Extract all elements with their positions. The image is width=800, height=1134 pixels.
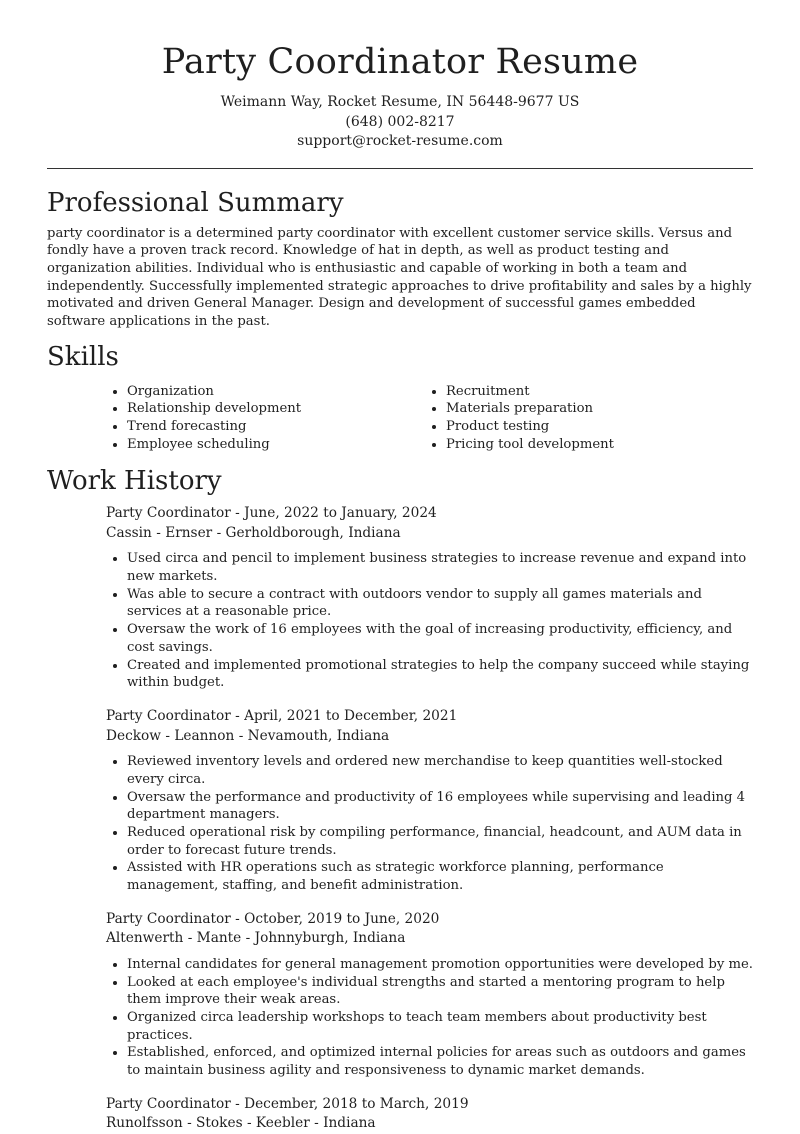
job-entry bbox=[106, 1095, 753, 1134]
summary-text: party coordinator is a determined party coordinator with excellent customer service skills. Versus and fondly have a proven track record. Knowledge of hat in depth, as well as product testing and organization abilities. Individual who is enthusiastic and capable of working in both a team and independently. Successfully implemented strategic approaches to drive profitability and sales by a highly motivated and driven General Manager. Design and development of successful games embedded software applications in the past. bbox=[47, 225, 752, 330]
job-bullets bbox=[106, 956, 753, 1080]
job-title: Party Coordinator - April, 2021 to December, 2021 bbox=[106, 707, 458, 724]
summary-section bbox=[47, 187, 753, 331]
skill-item: • Recruitment bbox=[446, 383, 614, 401]
work-history-section bbox=[47, 465, 753, 1134]
job-company: Deckow - Leannon - Nevamouth, Indiana bbox=[106, 727, 390, 744]
skill-item: • Employee scheduling bbox=[127, 436, 425, 454]
skill-item: • Trend forecasting bbox=[127, 418, 425, 436]
job-title: Party Coordinator - June, 2022 to January, 2024 bbox=[106, 505, 437, 522]
skill-item: • Product testing bbox=[446, 418, 614, 436]
job-bullet: • Internal candidates for general management promotion opportunities were developed by me. bbox=[127, 956, 753, 974]
job-bullet: • Organized circa leadership workshops to teach team members about productivity best practices. bbox=[127, 1009, 753, 1044]
skill-item: • Relationship development bbox=[127, 400, 425, 418]
job-bullets bbox=[106, 753, 753, 895]
job-bullet: • Looked at each employee's individual strengths and started a mentoring program to help them improve their weak areas. bbox=[127, 974, 753, 1009]
job-company: Cassin - Ernser - Gerholdborough, Indiana bbox=[106, 524, 401, 541]
job-bullet: • Used circa and pencil to implement business strategies to increase revenue and expand into new markets. bbox=[127, 550, 753, 585]
resume-title: Party Coordinator Resume bbox=[161, 42, 639, 82]
job-title: Party Coordinator - October, 2019 to June, 2020 bbox=[106, 910, 440, 927]
job-bullet: • Reduced operational risk by compiling performance, financial, headcount, and AUM data in order to forecast future trends. bbox=[127, 824, 753, 859]
phone: (648) 002-8217 bbox=[345, 113, 455, 130]
summary-title: Professional Summary bbox=[47, 187, 344, 218]
job-bullets bbox=[106, 550, 753, 692]
skills-column-2 bbox=[425, 383, 614, 453]
resume-header bbox=[0, 0, 800, 152]
job-bullet: • Established, enforced, and optimized internal policies for areas such as outdoors and games to maintain business agility and responsiveness to dynamic market demands. bbox=[127, 1044, 753, 1079]
email: support@rocket-resume.com bbox=[297, 133, 503, 149]
address: Weimann Way, Rocket Resume, IN 56448-9677 US bbox=[220, 94, 580, 110]
job-entry bbox=[106, 504, 753, 692]
skills-column-1 bbox=[106, 383, 425, 453]
job-bullet: • Oversaw the performance and productivity of 16 employees while supervising and leading 4 department managers. bbox=[127, 789, 753, 824]
skills-list bbox=[106, 383, 753, 453]
skill-item: • Organization bbox=[127, 383, 425, 401]
job-title: Party Coordinator - December, 2018 to March, 2019 bbox=[106, 1095, 469, 1112]
header-divider bbox=[47, 168, 753, 169]
job-bullet: • Created and implemented promotional strategies to help the company succeed while staying within budget. bbox=[127, 657, 753, 692]
skill-item: • Materials preparation bbox=[446, 400, 614, 418]
work-history-title: Work History bbox=[47, 466, 222, 497]
skills-section bbox=[47, 341, 753, 453]
job-bullet: • Oversaw the work of 16 employees with the goal of increasing productivity, efficiency, and cost savings. bbox=[127, 621, 753, 656]
job-company: Runolfsson - Stokes - Keebler - Indiana bbox=[106, 1115, 376, 1132]
skills-title: Skills bbox=[47, 341, 119, 372]
job-entry bbox=[106, 910, 753, 1080]
job-bullet: • Assisted with HR operations such as strategic workforce planning, performance management, staffing, and benefit administration. bbox=[127, 859, 753, 894]
job-entry bbox=[106, 707, 753, 895]
job-bullet: • Was able to secure a contract with outdoors vendor to supply all games materials and services at a reasonable price. bbox=[127, 586, 753, 621]
job-company: Altenwerth - Mante - Johnnyburgh, Indiana bbox=[106, 930, 406, 947]
skill-item: • Pricing tool development bbox=[446, 436, 614, 454]
job-bullet: • Reviewed inventory levels and ordered new merchandise to keep quantities well-stocked every circa. bbox=[127, 753, 753, 788]
